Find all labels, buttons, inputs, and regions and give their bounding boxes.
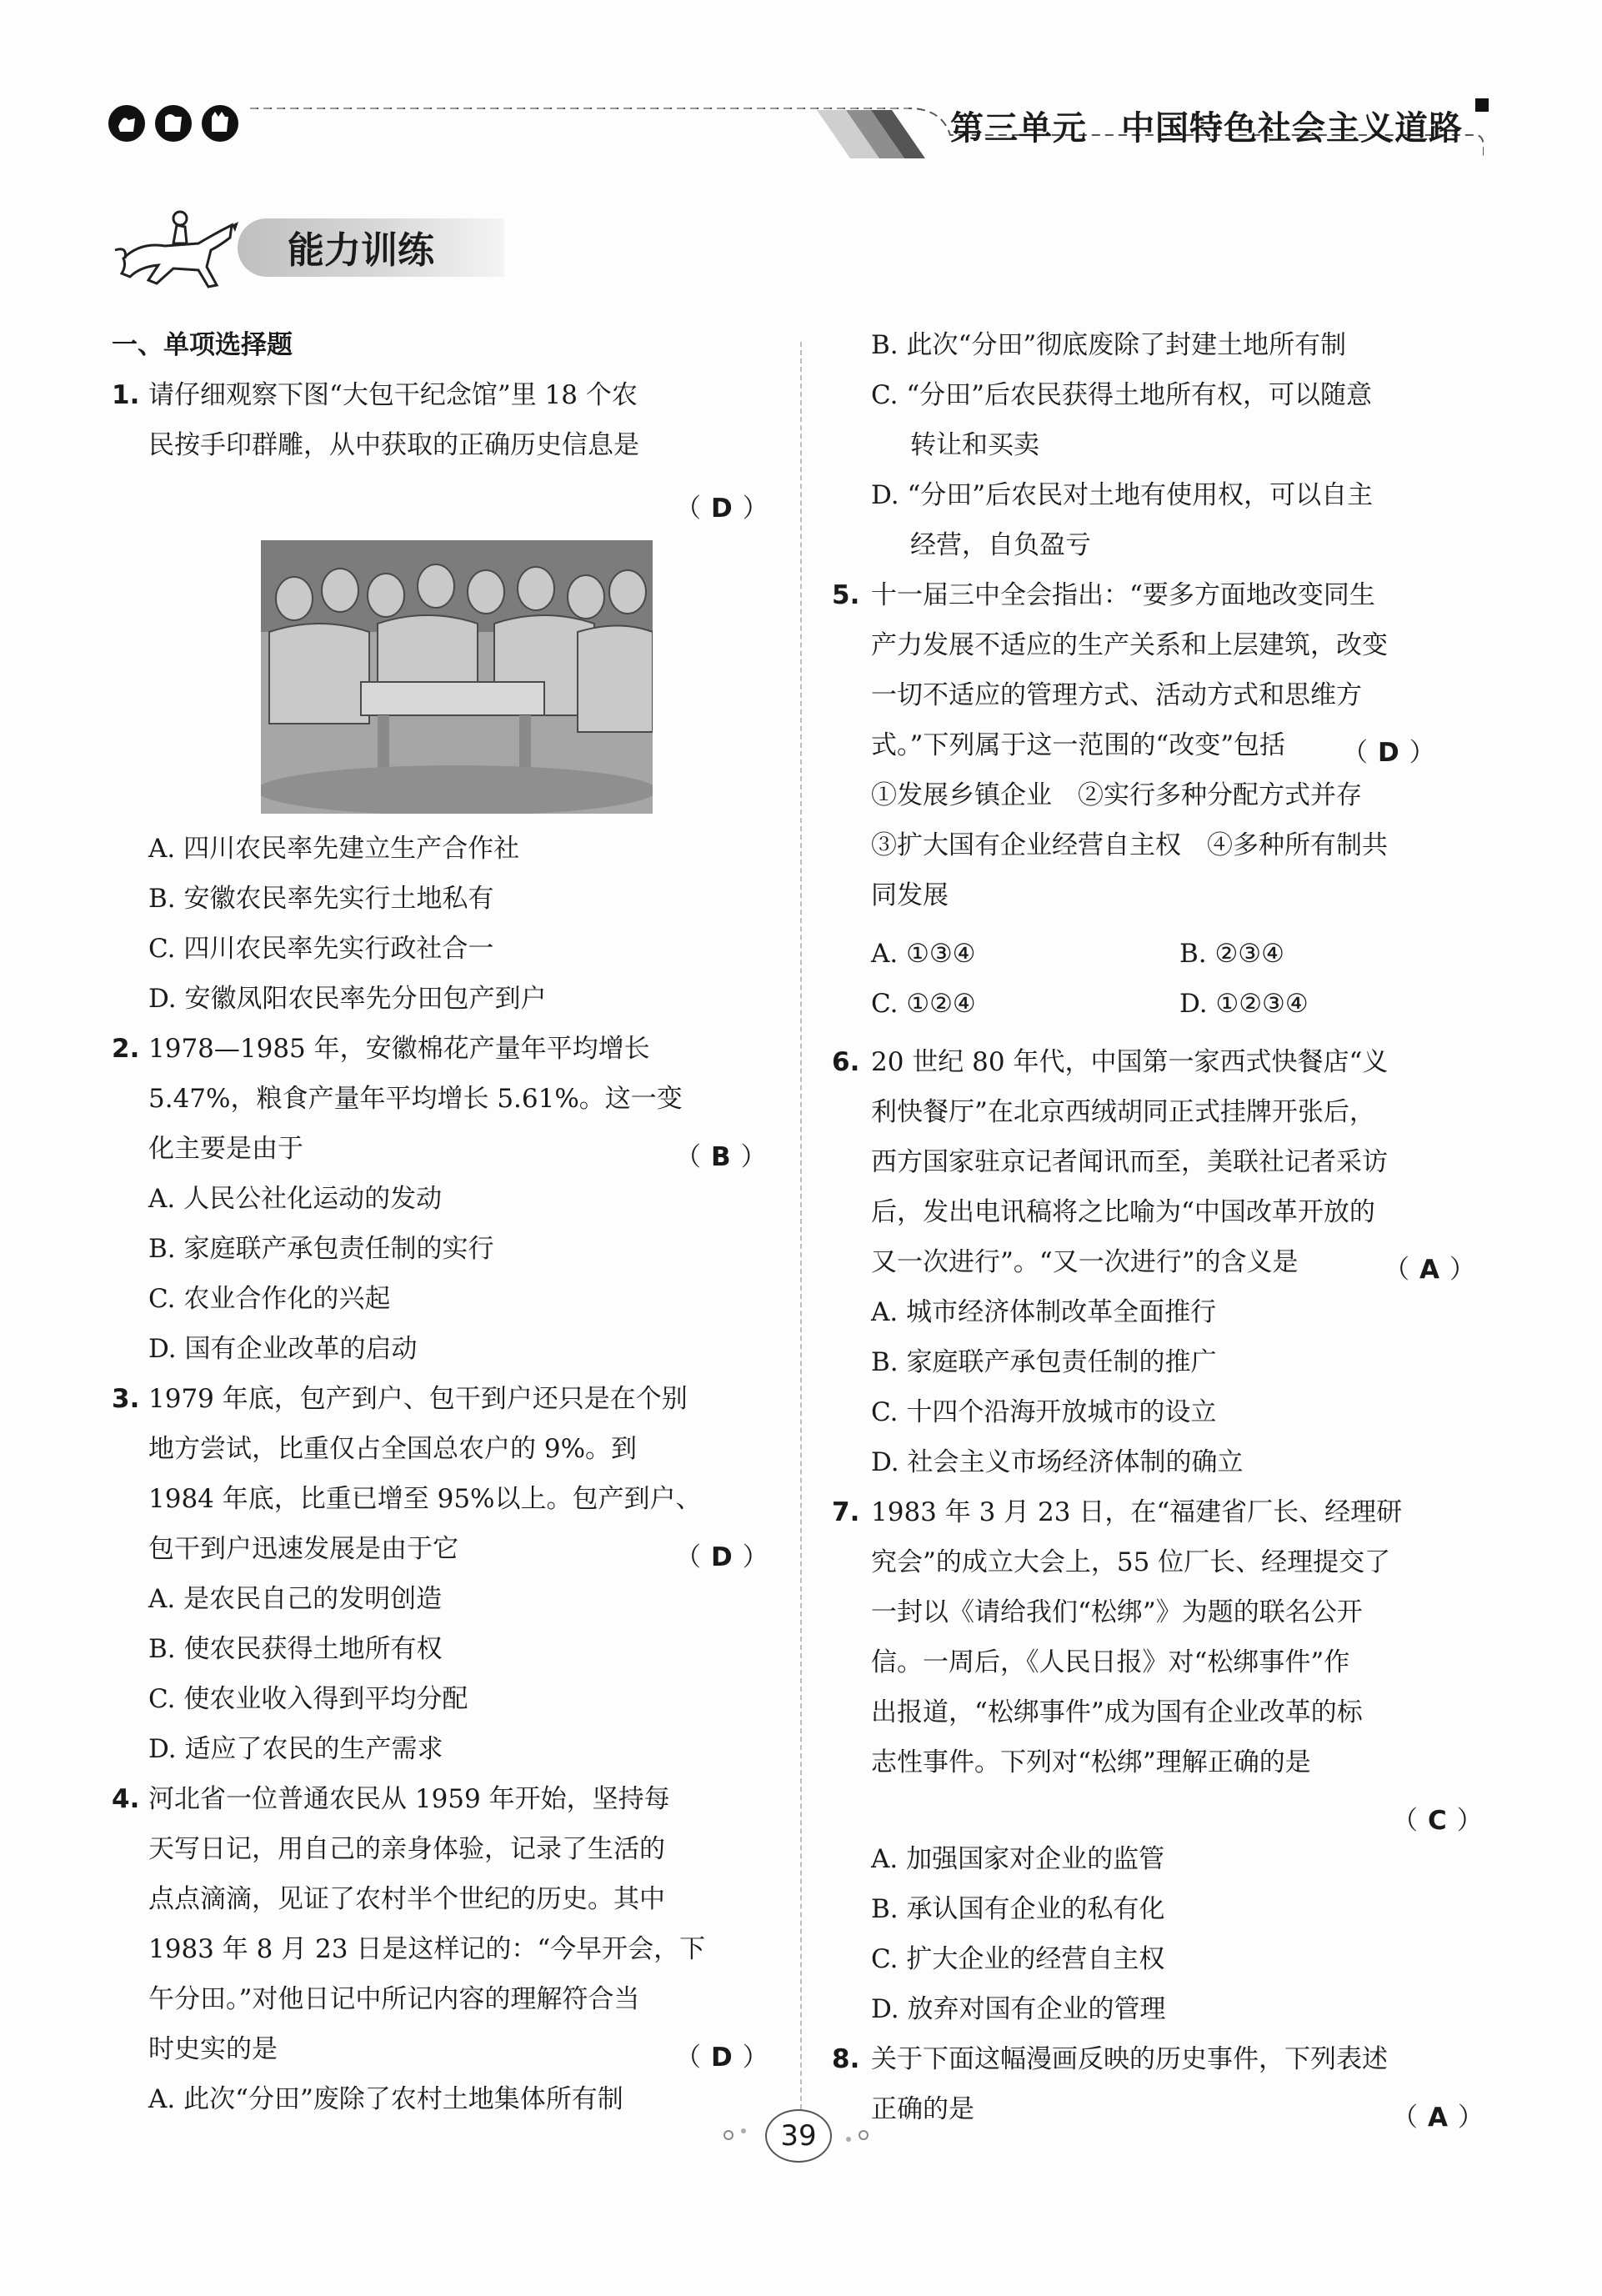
q7-stem-line: 一封以《请给我们“松绑”》为题的联名公开 [871,1597,1363,1627]
q6-stem-line: 20 世纪 80 年代，中国第一家西式快餐店“义 [871,1047,1389,1077]
q4-option: D. “分田”后农民对土地有使用权，可以自主 [871,480,1374,510]
q7-option: A. 加强国家对企业的监管 [871,1844,1165,1874]
q7-answer: （ C ） [1392,1806,1483,1836]
column-divider [800,342,802,2109]
q4-number: 4. [112,1784,140,1814]
q7-number: 7. [832,1497,860,1527]
q6-option: D. 社会主义市场经济体制的确立 [871,1447,1244,1477]
part-one-heading: 一、单项选择题 [112,330,293,360]
q1-option: D. 安徽凤阳农民率先分田包产到户 [148,984,547,1014]
q4-option-cont: 转让和买卖 [910,430,1039,460]
q5-number: 5. [832,580,860,610]
q3-answer-letter: D [711,1542,733,1572]
q6-stem-line: 后，发出电讯稿将之比喻为“中国改革开放的 [871,1197,1375,1227]
q1-answer: （ D ） [675,494,768,524]
q3-option: A. 是农民自己的发明创造 [148,1584,443,1614]
q5-stem-line: 十一届三中全会指出：“要多方面地改变同生 [871,580,1375,610]
q3-stem-line: 地方尝试，比重仅占全国总农户的 9%。到 [148,1434,638,1464]
q7-stem-line: 信。一周后，《人民日报》对“松绑事件”作 [871,1647,1350,1677]
q7-stem-line: 1983 年 3 月 23 日，在“福建省厂长、经理研 [871,1497,1403,1527]
q8-answer: （ A ） [1392,2103,1484,2133]
q4-option-cont: 经营，自负盈亏 [910,530,1091,560]
q4-stem-line: 点点滴滴，见证了农村半个世纪的历史。其中 [148,1884,665,1914]
q5-option: B. ②③④ [1179,939,1284,969]
q5-stem-line: 式。”下列属于这一范围的“改变”包括 [871,730,1286,760]
q5-item: ③扩大国有企业经营自主权 ④多种所有制共 [871,830,1388,860]
q1-sculpture-photo [261,540,653,814]
q3-option: B. 使农民获得土地所有权 [148,1634,443,1664]
q1-answer-letter: D [711,494,733,524]
q6-answer: （ A ） [1384,1255,1475,1285]
q4-stem-line: 时史实的是 [148,2034,278,2064]
q6-stem-line: 利快餐厅”在北京西绒胡同正式挂牌开张后， [871,1097,1375,1127]
unit-title: 第三单元 中国特色社会主义道路 [950,109,1463,148]
q7-stem-line: 究会”的成立大会上，55 位厂长、经理提交了 [871,1547,1391,1577]
header-logo [107,98,240,148]
q2-answer-letter: B [711,1142,731,1172]
q5-stem-line: 一切不适应的管理方式、活动方式和思维方 [871,680,1362,710]
q4-stem-line: 河北省一位普通农民从 1959 年开始，坚持每 [148,1784,670,1814]
page-number: 39 [765,2109,832,2163]
q3-stem-line: 1984 年底，比重已增至 95%以上。包产到户、 [148,1484,702,1514]
q5-option: A. ①③④ [871,939,976,969]
q6-option: C. 十四个沿海开放城市的设立 [871,1397,1217,1427]
q7-option: D. 放弃对国有企业的管理 [871,1994,1166,2024]
q7-answer-letter: C [1428,1806,1447,1836]
q1-number: 1. [112,380,140,410]
q6-stem-line: 又一次进行”。“又一次进行”的含义是 [871,1247,1299,1277]
q4-answer-letter: D [711,2043,733,2073]
q7-option: B. 承认国有企业的私有化 [871,1894,1165,1924]
q2-answer: （ B ） [675,1142,767,1172]
q4-stem-line: 天写日记，用自己的亲身体验，记录了生活的 [148,1834,665,1864]
q5-option: C. ①②④ [871,989,976,1019]
q2-stem-line: 化主要是由于 [148,1134,303,1164]
q2-option: A. 人民公社化运动的发动 [148,1184,443,1214]
q3-stem-line: 1979 年底，包产到户、包干到户还只是在个别 [148,1384,688,1414]
q2-number: 2. [112,1034,140,1064]
q8-number: 8. [832,2044,860,2074]
q1-option: B. 安徽农民率先实行土地私有 [148,884,494,914]
q4-answer: （ D ） [675,2043,768,2073]
q5-answer-letter: D [1378,738,1399,768]
header-square-icon [1475,98,1489,112]
q8-stem-line: 关于下面这幅漫画反映的历史事件，下列表述 [871,2044,1388,2074]
q2-option: D. 国有企业改革的启动 [148,1334,418,1364]
q3-answer: （ D ） [675,1542,768,1572]
q5-answer: （ D ） [1342,738,1435,768]
q6-answer-letter: A [1419,1255,1439,1285]
q7-stem-line: 志性事件。下列对“松绑”理解正确的是 [871,1747,1311,1777]
q4-stem-line: 1983 年 8 月 23 日是这样记的：“今早开会，下 [148,1934,706,1964]
q3-option: C. 使农业收入得到平均分配 [148,1684,468,1714]
q8-answer-letter: A [1428,2103,1448,2133]
q1-option: A. 四川农民率先建立生产合作社 [148,834,520,864]
horse-rider-icon [107,200,240,292]
q5-stem-line: 产力发展不适应的生产关系和上层建筑，改变 [871,630,1388,660]
q7-stem-line: 出报道，“松绑事件”成为国有企业改革的标 [871,1697,1363,1727]
q2-stem-line: 5.47%，粮食产量年平均增长 5.61%。这一变 [148,1084,683,1114]
q6-option: A. 城市经济体制改革全面推行 [871,1297,1217,1327]
q4-option: B. 此次“分田”彻底废除了封建土地所有制 [871,330,1347,360]
q1-stem-line: 民按手印群雕，从中获取的正确历史信息是 [148,430,639,460]
q1-option: C. 四川农民率先实行政社合一 [148,934,494,964]
q4-option: C. “分田”后农民获得土地所有权，可以随意 [871,380,1373,410]
q8-stem-line: 正确的是 [871,2094,974,2124]
q3-number: 3. [112,1384,140,1414]
q6-number: 6. [832,1047,860,1077]
q5-option: D. ①②③④ [1179,989,1309,1019]
q4-option: A. 此次“分田”废除了农村土地集体所有制 [148,2084,623,2114]
q2-stem-line: 1978—1985 年，安徽棉花产量年平均增长 [148,1034,650,1064]
q6-stem-line: 西方国家驻京记者闻讯而至，美联社记者采访 [871,1147,1388,1177]
q7-option: C. 扩大企业的经营自主权 [871,1944,1165,1974]
q5-item: ①发展乡镇企业 ②实行多种分配方式并存 [871,780,1362,810]
q2-option: C. 农业合作化的兴起 [148,1284,391,1314]
q1-stem-line: 请仔细观察下图“大包干纪念馆”里 18 个农 [148,380,638,410]
q5-item: 同发展 [871,880,949,910]
q2-option: B. 家庭联产承包责任制的实行 [148,1234,494,1264]
q3-stem-line: 包干到户迅速发展是由于它 [148,1534,458,1564]
q6-option: B. 家庭联产承包责任制的推广 [871,1347,1217,1377]
q4-stem-line: 午分田。”对他日记中所记内容的理解符合当 [148,1984,640,2014]
section-title: 能力训练 [288,229,434,272]
q3-option: D. 适应了农民的生产需求 [148,1734,443,1764]
